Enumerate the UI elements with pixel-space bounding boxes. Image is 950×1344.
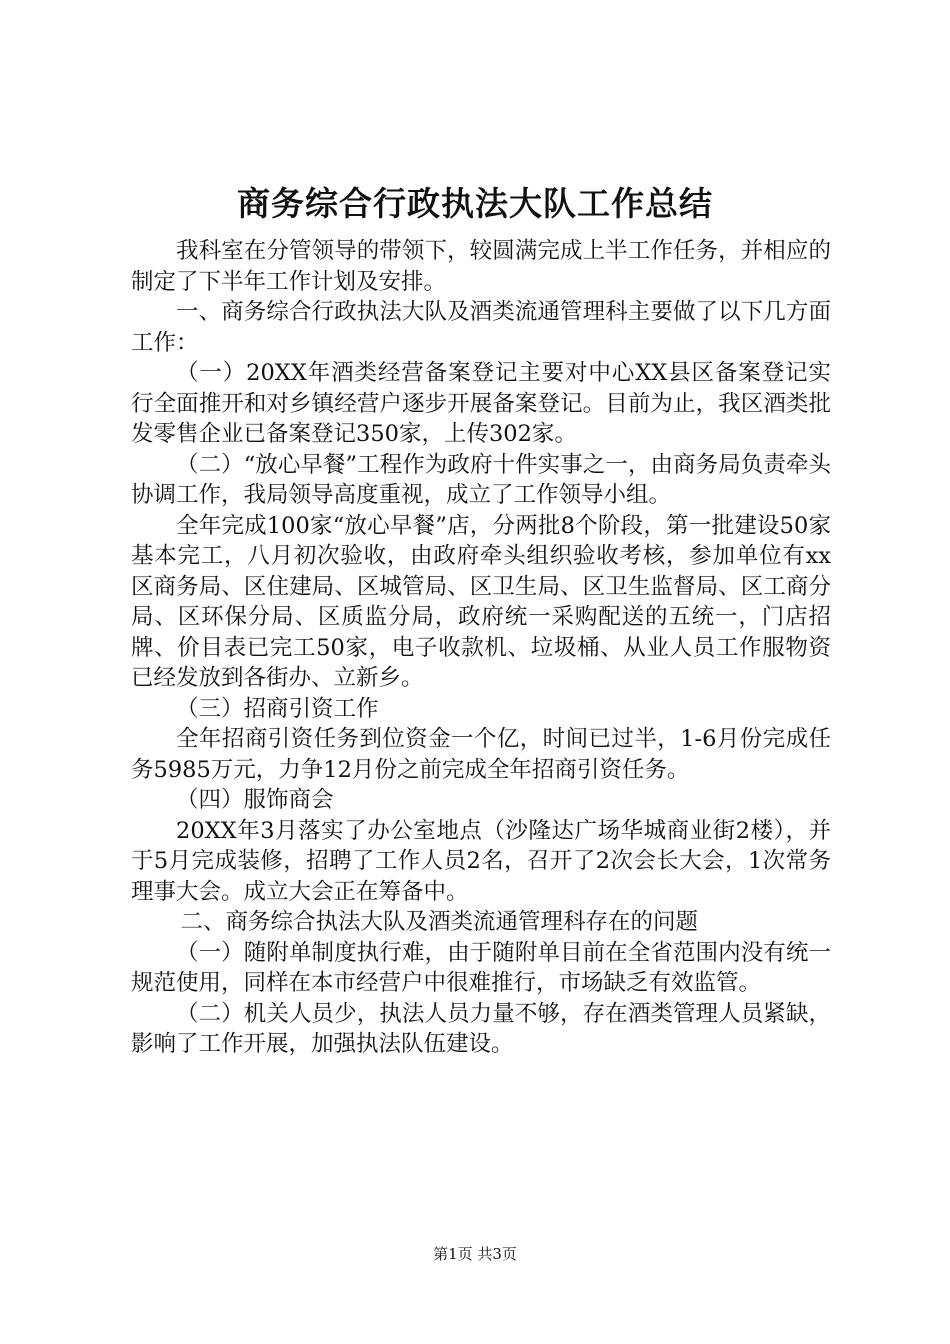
section-heading-2: 二、商务综合执法大队及酒类流通管理科存在的问题 (180, 909, 699, 935)
document-body (131, 236, 831, 1060)
paragraph-item-2: （二）“放心早餐”工程作为政府十件实事之一，由商务局负责牵头协调工作，我局领导高度重视，成立了工作领导小组。 (131, 451, 831, 508)
paragraph-problem-2: （二）机关人员少，执法人员力量不够，存在酒类管理人员紧缺，影响了工作开展，加强执法队伍建设。 (131, 1000, 831, 1057)
document-title: 商务综合行政执法大队工作总结 (237, 184, 713, 223)
paragraph-item-1: （一）20XX年酒类经营备案登记主要对中心XX县区备案登记实行全面推开和对乡镇经营户逐步开展备案登记。目前为止，我区酒类批发零售企业已备案登记350家，上传302家。 (131, 360, 831, 447)
paragraph-item-4: （四）服饰商会 (176, 787, 334, 813)
section-heading-1: 一、商务综合行政执法大队及酒类流通管理科主要做了以下几方面工作： (131, 299, 831, 356)
paragraph-chamber-detail: 20XX年3月落实了办公室地点（沙隆达广场华城商业街2楼），并于5月完成装修，招聘了工作人员2名，召开了2次会长大会，1次常务理事大会。成立大会正在筹备中。 (131, 817, 831, 905)
paragraph-problem-1: （一）随附单制度执行难，由于随附单目前在全省范围内没有统一规范使用，同样在本市经营户中很难推行，市场缺乏有效监管。 (131, 939, 831, 996)
paragraph-intro: 我科室在分管领导的带领下，较圆满完成上半工作任务，并相应的制定了下半年工作计划及安排。 (131, 238, 831, 295)
paragraph-investment-detail: 全年招商引资任务到位资金一个亿，时间已过半，1-6月份完成任务5985万元，力争12月份之前完成全年招商引资任务。 (131, 726, 831, 783)
paragraph-breakfast-detail: 全年完成100家“放心早餐”店，分两批8个阶段，第一批建设50家基本完工，八月初次验收，由政府牵头组织验收考核，参加单位有xx区商务局、区住建局、区城管局、区卫生局、区卫生监督局、区工商分局、区环保分局、区质监分局，政府统一采购配送的五统一，门店招牌、价目表已完工50家，电子收款机、垃圾桶、从业人员工作服物资已经发放到各街办、立新乡。 (131, 512, 831, 691)
paragraph-item-3: （三）招商引资工作 (176, 695, 379, 722)
page-footer: 第1页 共3页 (433, 1245, 517, 1263)
